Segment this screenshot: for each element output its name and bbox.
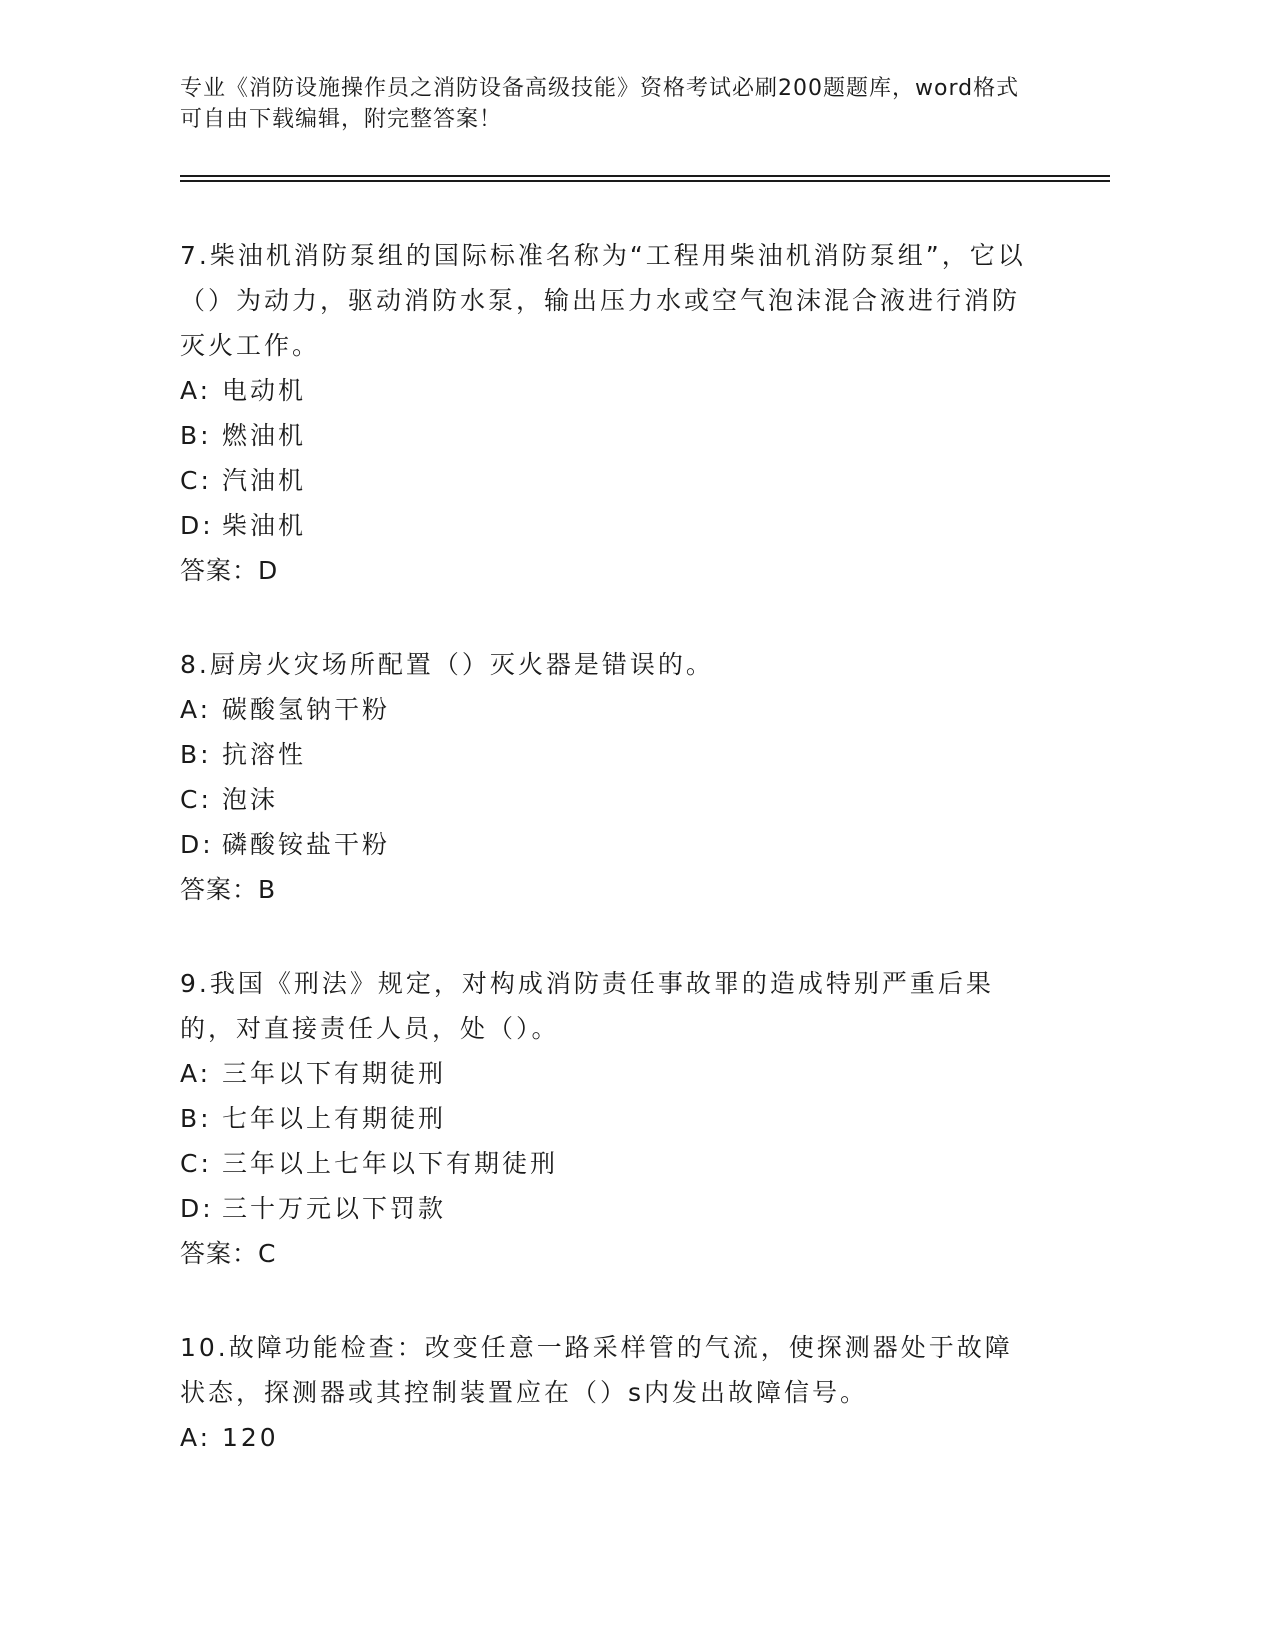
option-text: 抗溶性 [222, 740, 307, 769]
question-10 [180, 1325, 1040, 1460]
option-text: 泡沫 [222, 785, 279, 814]
option-key: D: [180, 830, 214, 859]
option-a [180, 1051, 1040, 1096]
option-text: 汽油机 [222, 466, 307, 495]
option-key: C: [180, 1149, 212, 1178]
question-stem: 8.厨房火灾场所配置（）灭火器是错误的。 [180, 650, 714, 679]
option-key: A: [180, 1059, 212, 1088]
option-key: D: [180, 511, 214, 540]
question-stem: 9.我国《刑法》规定，对构成消防责任事故罪的造成特别严重后果的，对直接责任人员，处（）。 [180, 969, 994, 1043]
option-key: B: [180, 421, 212, 450]
option-text: 三年以下有期徒刑 [222, 1059, 447, 1088]
header-rule-top [180, 175, 1110, 177]
option-c [180, 1141, 1040, 1186]
option-a [180, 687, 1040, 732]
option-a [180, 368, 1040, 413]
option-b [180, 1096, 1040, 1141]
question-9 [180, 961, 1040, 1276]
question-stem: 10.故障功能检查：改变任意一路采样管的气流，使探测器处于故障状态，探测器或其控制装置应在（）s内发出故障信号。 [180, 1333, 1013, 1407]
option-text: 柴油机 [222, 511, 307, 540]
question-stem: 7.柴油机消防泵组的国际标准名称为“工程用柴油机消防泵组”，它以（）为动力，驱动消防水泵，输出压力水或空气泡沫混合液进行消防灭火工作。 [180, 241, 1026, 360]
option-d [180, 503, 1040, 548]
option-key: B: [180, 740, 212, 769]
option-text: 燃油机 [222, 421, 307, 450]
question-7 [180, 233, 1040, 593]
answer: 答案：D [180, 556, 279, 585]
option-key: A: [180, 1423, 212, 1452]
option-text: 七年以上有期徒刑 [222, 1104, 447, 1133]
option-key: C: [180, 466, 212, 495]
header-rule-bottom [180, 180, 1110, 182]
option-c [180, 458, 1040, 503]
option-key: D: [180, 1194, 214, 1223]
option-d [180, 822, 1040, 867]
option-b [180, 732, 1040, 777]
option-key: A: [180, 376, 212, 405]
option-key: A: [180, 695, 212, 724]
option-key: C: [180, 785, 212, 814]
option-text: 碳酸氢钠干粉 [222, 695, 391, 724]
answer: 答案：C [180, 1239, 277, 1268]
option-b [180, 413, 1040, 458]
option-text: 磷酸铵盐干粉 [222, 830, 391, 859]
option-text: 120 [222, 1423, 279, 1452]
question-8 [180, 642, 1040, 912]
option-text: 三年以上七年以下有期徒刑 [222, 1149, 559, 1178]
answer: 答案：B [180, 875, 277, 904]
option-a [180, 1415, 1040, 1460]
option-c [180, 777, 1040, 822]
option-key: B: [180, 1104, 212, 1133]
option-text: 电动机 [222, 376, 307, 405]
question-list [180, 233, 1040, 1509]
option-text: 三十万元以下罚款 [222, 1194, 447, 1223]
option-d [180, 1186, 1040, 1231]
document-header: 专业《消防设施操作员之消防设备高级技能》资格考试必刷200题题库，word格式可自由下载编辑，附完整答案！ [180, 76, 1020, 132]
